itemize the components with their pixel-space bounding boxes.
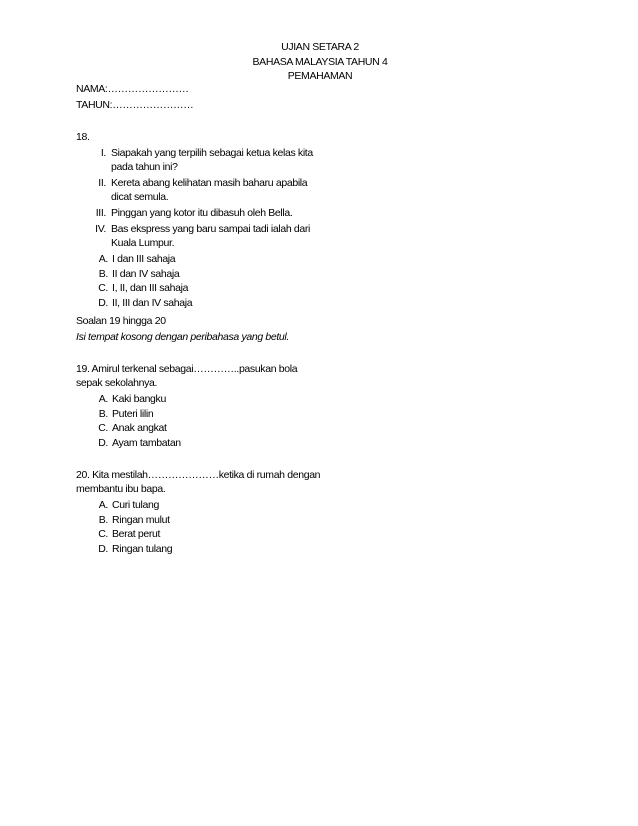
answer-option [76,436,326,451]
option-letter: B. [98,407,108,420]
statement-numeral: III. [95,207,106,219]
header-component: PEMAHAMAN [287,70,353,82]
option-text: I dan III sahaja [112,253,176,265]
option-text: Ringan tulang [112,542,173,555]
option-text: I, II, dan III sahaja [112,282,189,294]
option-text: Puteri lilin [112,407,154,420]
answer-option [76,392,326,407]
answer-option [76,281,336,296]
answer-option [76,407,326,422]
option-text: II, III dan IV sahaja [112,296,193,309]
option-letter: D. [98,296,108,309]
answer-option [76,267,336,282]
option-letter: A. [98,253,108,265]
option-text: Anak angkat [112,422,167,434]
exam-header [180,40,460,84]
option-text: Ayam tambatan [112,436,181,449]
option-text: Curi tulang [112,499,159,511]
statement-text: Bas ekspress yang baru sampai tadi ialah dari Kuala Lumpur. [111,223,311,249]
question-18 [76,130,336,310]
section-title: Soalan 19 hingga 20 [76,315,166,327]
answer-option [76,513,326,528]
option-letter: A. [98,393,108,405]
option-letter: C. [98,528,108,540]
option-text: Kaki bangku [112,393,166,405]
statement-numeral: IV. [95,223,106,235]
option-letter: B. [98,513,108,526]
option-letter: D. [98,436,108,449]
statement-item [76,206,336,220]
header-subject: BAHASA MALAYSIA TAHUN 4 [252,55,388,68]
option-text: Ringan mulut [112,513,170,526]
option-letter: B. [98,267,108,280]
answer-option [76,252,336,267]
question-number: 18. [76,131,90,143]
statement-numeral: I. [100,147,106,159]
statement-item [76,222,336,250]
name-field: NAMA:…………………… [76,83,189,95]
answer-option [76,421,326,436]
student-fields [76,82,193,113]
question-19 [76,362,326,450]
statement-numeral: II. [98,177,106,189]
header-exam-title: UJIAN SETARA 2 [281,41,359,53]
answer-option [76,542,326,557]
option-letter: C. [98,282,108,294]
statement-item [76,176,336,204]
question-stem: 19. Amirul terkenal sebagai…………..pasukan bola sepak sekolahnya. [76,363,298,389]
option-letter: A. [98,499,108,511]
option-text: Berat perut [112,528,161,540]
question-stem: 20. Kita mestilah…………………ketika di rumah dengan membantu ibu bapa. [76,469,321,495]
statement-text: Siapakah yang terpilih sebagai ketua kelas kita pada tahun ini? [111,147,313,173]
option-text: II dan IV sahaja [112,267,180,280]
year-field: TAHUN:…………………… [76,98,194,111]
option-letter: C. [98,422,108,434]
statement-text: Pinggan yang kotor itu dibasuh oleh Bella. [111,207,293,219]
question-20 [76,468,326,556]
answer-option [76,498,326,513]
statement-text: Kereta abang kelihatan masih baharu apabila dicat semula. [111,177,308,203]
statement-item [76,146,336,174]
answer-option [76,527,326,542]
section-heading [76,314,289,344]
option-letter: D. [98,542,108,555]
answer-option [76,296,336,311]
section-instruction: Isi tempat kosong dengan peribahasa yang betul. [76,331,289,343]
